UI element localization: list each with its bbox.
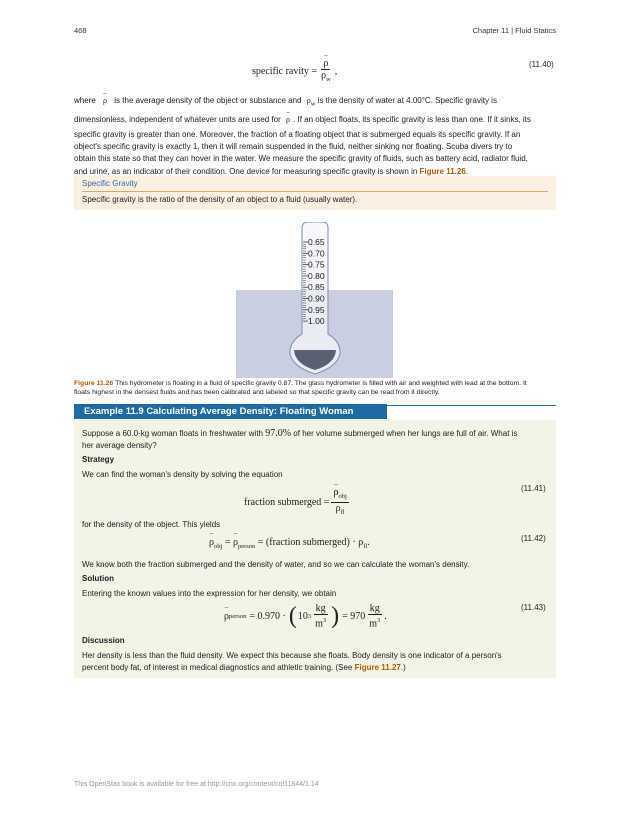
text: = 0.970 ·	[249, 611, 286, 622]
figure-link[interactable]: Figure 11.26	[419, 166, 466, 176]
hydrometer-figure	[236, 222, 394, 378]
example-problem	[82, 428, 552, 452]
text: Suppose a 60.0-kg woman floats in freshwater with	[82, 429, 263, 438]
eq-11-41-numerator: – ρ	[333, 487, 338, 498]
intro-paragraph	[74, 95, 564, 178]
eq-11-40-fraction	[319, 58, 333, 85]
text: =	[224, 537, 231, 548]
intro-line-4: object's specific gravity is exactly 1, then it will remain suspended in the fluid, neither sinking nor floating. Scuba divers try to	[74, 142, 513, 152]
text: = (fraction submerged) · ρ	[257, 537, 364, 548]
superscript: 3	[322, 617, 327, 625]
example-title: Example 11.9 Calculating Average Density: Floating Woman	[74, 404, 387, 419]
caption-line-2: floats highest in the densest fluids and has been calibrated and labeled so that specific gravity can be read from it directly.	[74, 388, 440, 396]
eq-11-40-denominator: ρ	[321, 70, 327, 81]
figure-caption-label: Figure 11.26	[74, 380, 114, 387]
subscript: obj	[338, 493, 347, 500]
intro-line-2	[74, 114, 564, 126]
strategy-text: We can find the woman's density by solving the equation	[82, 470, 283, 479]
intro-line-3: specific gravity is greater than one. Moreover, the fraction of a floating object that is submerged equals its specific gravity. If an	[74, 130, 521, 139]
text: . If an object floats, its specific gravity is less than one. If it sinks, its	[293, 114, 531, 124]
text: fraction submerged =	[244, 497, 330, 508]
scale-label: 0.90	[308, 293, 325, 304]
rho-symbol: ρ	[306, 96, 311, 105]
solution-heading: Solution	[82, 574, 114, 583]
equation-11-41	[244, 487, 351, 518]
subscript: person	[229, 613, 247, 620]
text: where	[74, 96, 96, 105]
superscript: 3	[307, 613, 312, 620]
figure-caption	[74, 380, 560, 397]
eq-11-40-comma: ,	[334, 66, 338, 77]
text: .	[465, 166, 469, 176]
subscript: person	[237, 543, 256, 550]
text: .	[367, 537, 370, 548]
subscript: w	[310, 100, 316, 108]
scale-label: 0.95	[308, 304, 325, 315]
scale-labels	[308, 237, 325, 326]
subscript: fl	[363, 543, 368, 550]
text: dimensionless, independent of whatever units are used for	[74, 114, 281, 124]
eq-11-40-den-sub: w	[326, 76, 331, 83]
solution-text: Entering the known values into the expression for her density, we obtain	[82, 589, 337, 598]
text: percent body fat, of interest in medical diagnostics and athletic training. (See	[82, 663, 353, 673]
subscript: fl	[340, 509, 345, 516]
rho-bar-symbol: – ρ	[224, 611, 229, 622]
intro-line-1	[74, 95, 564, 111]
equation-11-42	[209, 537, 370, 550]
problem-line-2: her average density?	[82, 441, 157, 451]
eq-11-40-numerator: – ρ	[323, 58, 328, 69]
running-header: Chapter 11 | Fluid Statics	[472, 26, 556, 35]
unit-denominator: m	[315, 618, 323, 630]
caption-line-1: This hydrometer is floating in a fluid of specific gravity 0.87. The glass hydrometer is filled with air and weighted with lead at the bottom. It	[115, 380, 527, 387]
note-title: Specific Gravity	[82, 179, 138, 188]
equation-11-43	[224, 603, 387, 630]
note-body: Specific gravity is the ratio of the density of an object to a fluid (usually water).	[82, 195, 358, 204]
right-paren: )	[331, 603, 340, 629]
discussion-heading: Discussion	[82, 636, 125, 645]
yields-text: for the density of the object. This yields	[82, 520, 221, 529]
subscript: obj	[214, 543, 223, 550]
discussion-line-1: Her density is less than the fluid density. We expect this because she floats. Body density is one indicator of a person's	[82, 651, 502, 660]
equation-number-11-41: (11.41)	[521, 484, 546, 493]
rho-bar-symbol: – ρ	[286, 114, 290, 126]
page-number: 468	[74, 26, 87, 35]
text: .)	[400, 663, 406, 673]
eq-11-41-denominator: ρ	[335, 503, 341, 514]
scale-label: 0.65	[308, 237, 325, 247]
unit-numerator: kg	[315, 603, 326, 615]
unit-denominator: m	[369, 618, 378, 630]
scale-label: 1.00	[308, 316, 325, 327]
superscript: 3	[377, 617, 381, 625]
equation-11-40	[252, 58, 337, 85]
rho-bar-symbol: – ρ	[209, 537, 214, 548]
scale-label: 0.80	[308, 270, 325, 281]
scale-label: 0.75	[308, 259, 325, 270]
scale-label: 0.70	[308, 248, 325, 259]
eq-11-40-lhs: specific ravity =	[252, 66, 318, 77]
text: of her volume submerged when her lungs are full of air. What is	[293, 429, 518, 438]
eq-11-41-fraction	[331, 487, 348, 518]
text: .	[384, 611, 387, 622]
equation-number-11-40: (11.40)	[529, 60, 554, 69]
scale-label: 0.85	[308, 282, 325, 293]
rho-bar-symbol: – ρ	[233, 537, 238, 548]
left-paren: (	[288, 603, 297, 629]
text: 10	[297, 611, 308, 622]
equation-number-11-43: (11.43)	[521, 603, 546, 612]
page-footer: This OpenStax book is available for free at http://cnx.org/content/col11844/1.14	[74, 781, 319, 788]
unit-numerator: kg	[369, 603, 380, 615]
note-divider	[82, 191, 548, 192]
note-box	[74, 176, 556, 210]
kg-per-m3-fraction	[367, 603, 382, 629]
text: = 970	[342, 611, 366, 622]
equation-number-11-42: (11.42)	[521, 534, 546, 543]
text: is the density of water at 4.00°C. Specific gravity is	[317, 96, 497, 105]
discussion-text	[82, 650, 552, 674]
percent-value: 97.0%	[265, 428, 292, 439]
strategy-heading: Strategy	[82, 455, 115, 464]
know-text: We know both the fraction submerged and the density of water, and so we can calculate the woman's density.	[82, 560, 470, 569]
kg-per-m3-fraction	[313, 603, 328, 629]
intro-line-5: obtain this state so that they can hover in the water. We measure the specific gravity of fluids, such as battery acid, radiator fluid,	[74, 154, 528, 164]
rho-bar-symbol: – ρ	[103, 95, 107, 107]
text: and urine, as an indicator of their condition. One device for measuring specific gravity is shown in	[74, 166, 418, 176]
text: is the average density of the object or substance and	[114, 96, 302, 105]
figure-link[interactable]: Figure 11.27	[354, 663, 401, 673]
